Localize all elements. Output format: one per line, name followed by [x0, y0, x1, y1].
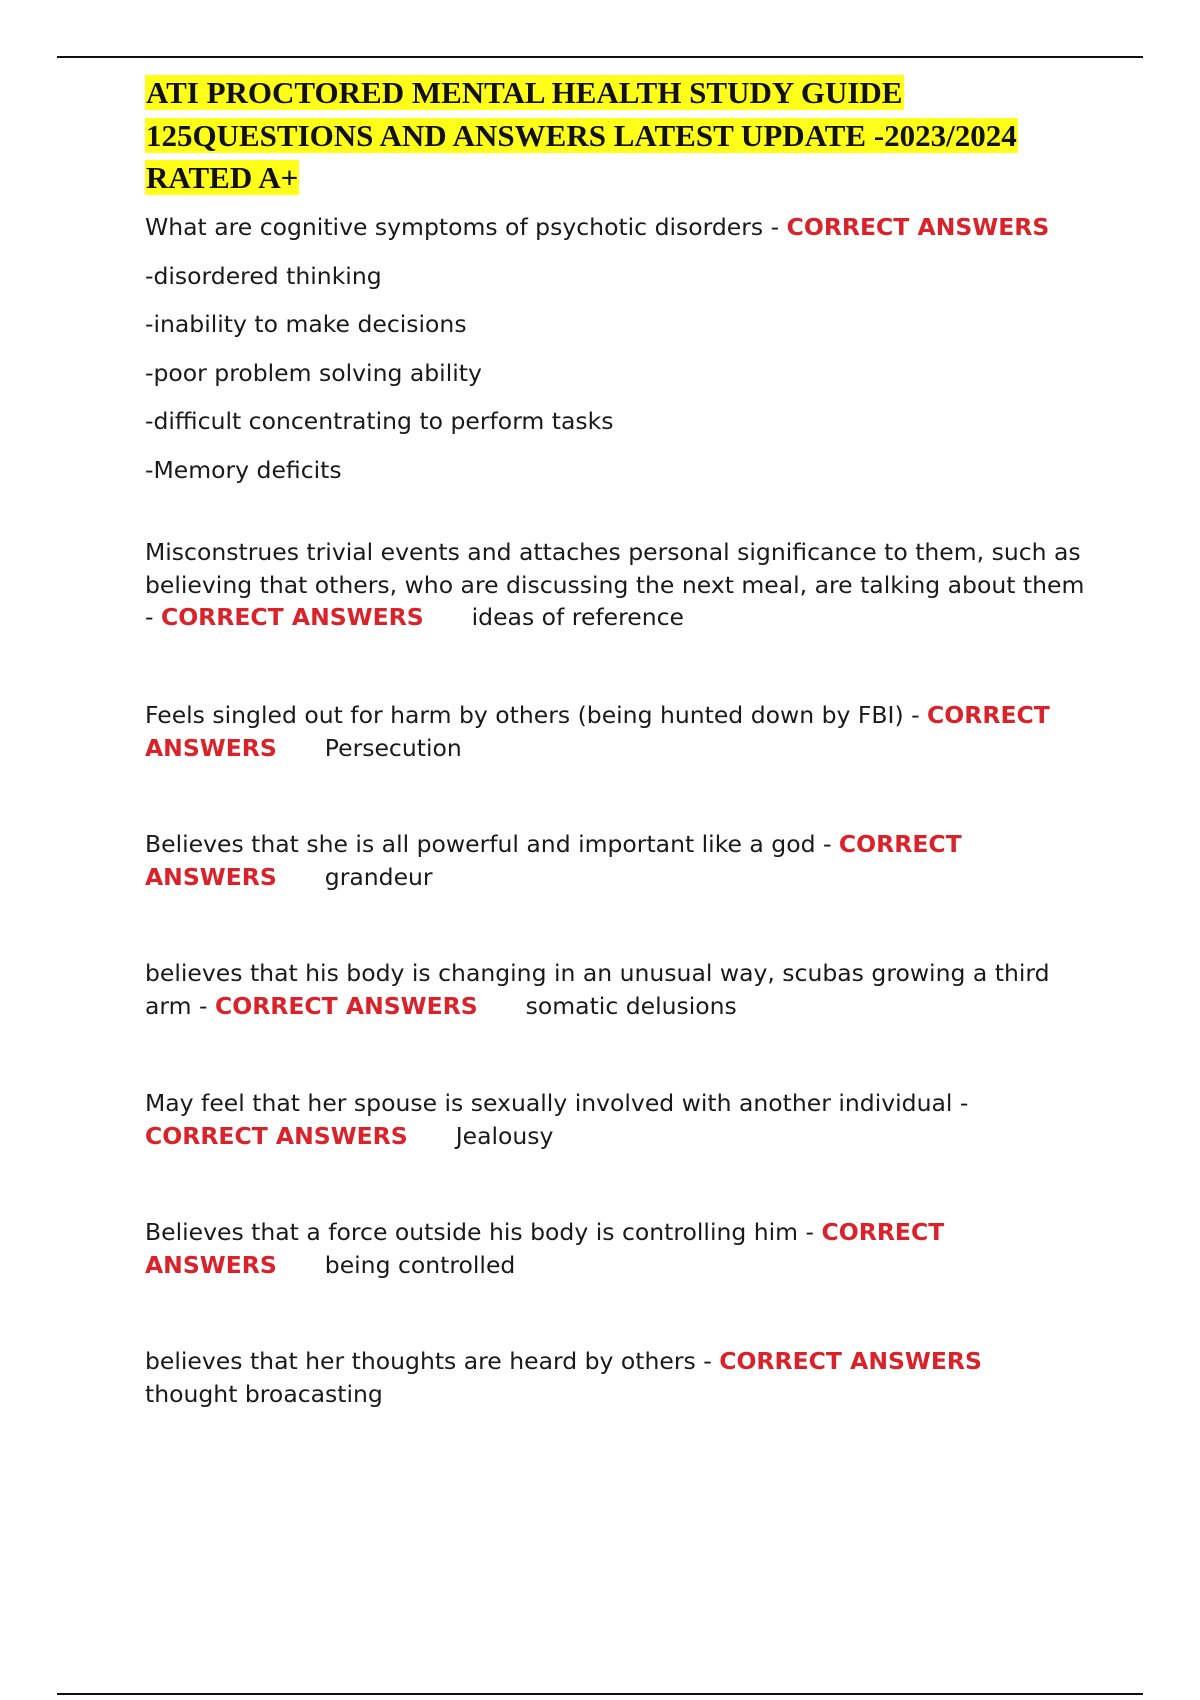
question-text — [145, 211, 1085, 244]
correct-answers-label: CORRECT ANSWERS — [719, 1347, 982, 1375]
top-rule — [57, 56, 1143, 58]
question-text: believes that his body is changing in an unusual way, scubas growing a third arm - — [145, 959, 1050, 1020]
answer-text: ideas of reference — [471, 603, 685, 631]
qa-item-persecution — [145, 699, 1085, 764]
qa-item-jealousy — [145, 1087, 1085, 1152]
answer-text: being controlled — [324, 1250, 516, 1279]
question-text: Believes that a force outside his body is controlling him - — [145, 1218, 822, 1246]
question-label: What are cognitive symptoms of psychotic disorders - — [145, 213, 787, 241]
answer-text: somatic delusions — [525, 991, 737, 1020]
answer-line: -difficult concentrating to perform tasks — [145, 407, 614, 435]
qa-content — [145, 211, 1085, 1408]
correct-answers-label: CORRECT ANSWERS — [145, 1121, 408, 1150]
bottom-rule — [57, 1693, 1143, 1695]
question-text: Feels singled out for harm by others (being hunted down by FBI) - — [145, 701, 928, 729]
correct-answers-label: CORRECT ANSWERS — [145, 1218, 945, 1279]
qa-item-cognitive-symptoms — [145, 211, 1085, 486]
qa-item-ideas-of-reference — [145, 536, 1085, 634]
correct-answers-label: CORRECT ANSWERS — [786, 213, 1050, 241]
title-line-1: ATI PROCTORED MENTAL HEALTH STUDY GUIDE — [146, 75, 903, 110]
answer-line: -poor problem solving ability — [145, 358, 482, 387]
question-text: May feel that her spouse is sexually involved with another individual - — [145, 1089, 969, 1117]
answer-line: -Memory deficits — [145, 455, 342, 484]
answer-line: -disordered thinking — [145, 261, 382, 290]
title-line-2: 125QUESTIONS AND ANSWERS LATEST UPDATE -2023/2024 — [146, 117, 1017, 153]
correct-answers-label: CORRECT ANSWERS — [160, 603, 424, 631]
qa-item-grandeur — [145, 828, 1085, 893]
title-line-3: RATED A+ — [146, 160, 299, 195]
qa-item-somatic-delusions — [145, 957, 1085, 1022]
correct-answers-label: CORRECT ANSWERS — [145, 701, 1050, 762]
answer-text: Jealousy — [455, 1121, 554, 1150]
question-text: Believes that she is all powerful and important like a god - — [145, 830, 839, 858]
correct-answers-label: CORRECT ANSWERS — [145, 830, 962, 891]
answer-line: -inability to make decisions — [145, 310, 467, 338]
answer-text: grandeur — [324, 862, 433, 891]
answer-text: Persecution — [324, 733, 462, 762]
question-text: Misconstrues trivial events and attaches personal significance to them, such as believing that others, who are discussing the next meal, are talking about them - — [145, 538, 1085, 631]
answer-text: thought broacasting — [145, 1379, 383, 1408]
qa-item-thought-broadcasting — [145, 1345, 1085, 1410]
question-text: believes that her thoughts are heard by others - — [145, 1347, 720, 1375]
correct-answers-label: CORRECT ANSWERS — [214, 991, 478, 1020]
qa-item-being-controlled — [145, 1216, 1085, 1281]
document-title — [145, 72, 1075, 200]
